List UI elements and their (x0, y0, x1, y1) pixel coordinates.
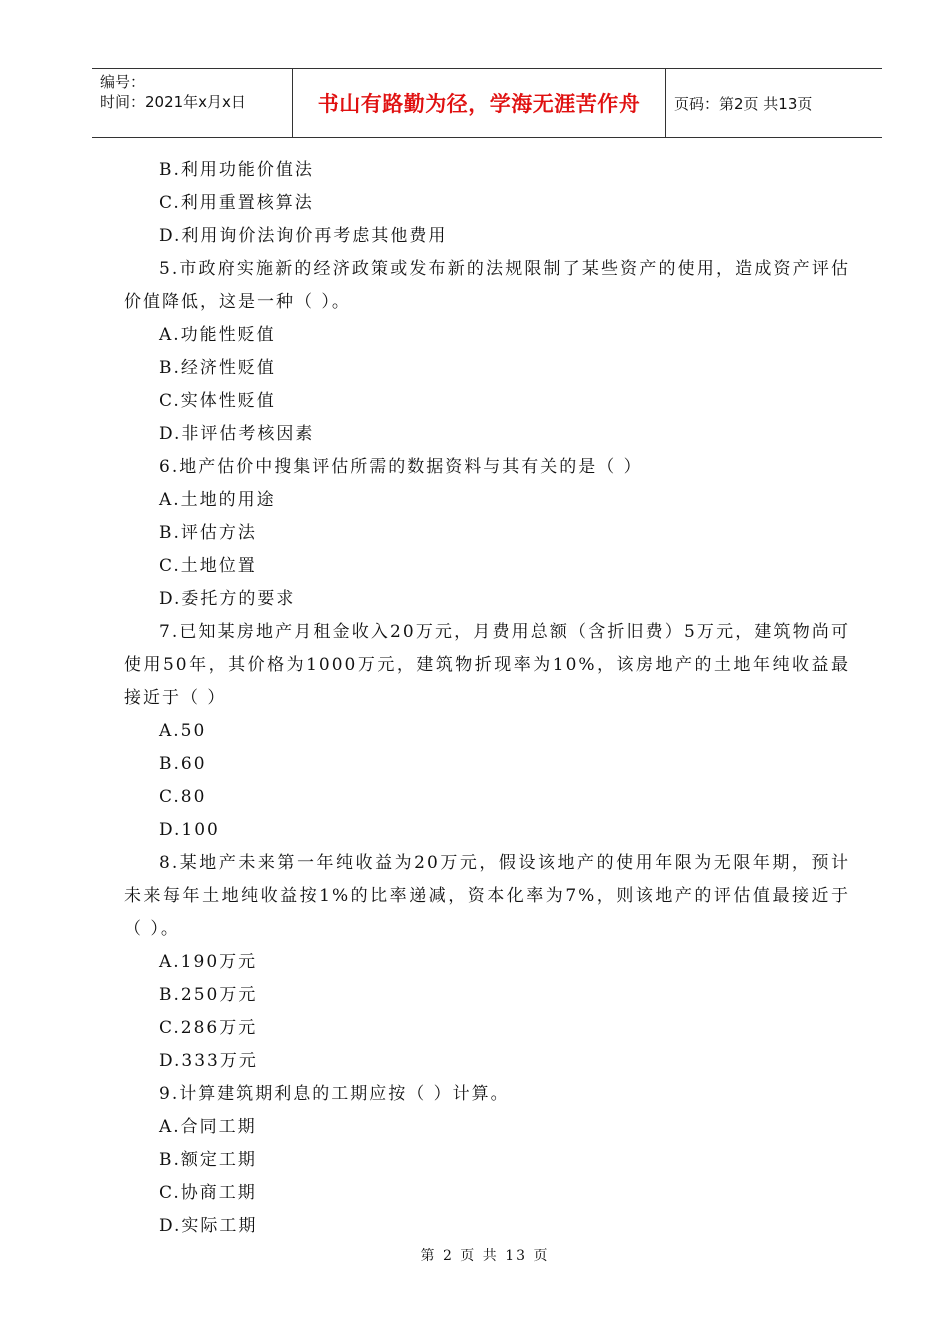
number-label: 编号： (100, 73, 146, 91)
option-line: D.利用询价法询价再考虑其他费用 (159, 226, 448, 246)
time-label: 时间：2021年x月x日 (100, 93, 246, 111)
header-slogan-cell (292, 69, 666, 137)
option-line: C.利用重置核算法 (159, 193, 314, 213)
question-line: 6.地产估价中搜集评估所需的数据资料与其有关的是（ ） (159, 457, 643, 477)
page-footer: 第 2 页 共 13 页 (420, 1248, 550, 1264)
option-line: C.实体性贬值 (159, 391, 276, 411)
slogan: 书山有路勤为径，学海无涯苦作舟 (317, 92, 641, 116)
option-line: C.土地位置 (159, 556, 257, 576)
page-header (92, 68, 882, 138)
option-line: B.额定工期 (159, 1150, 257, 1170)
option-line: B.60 (159, 754, 207, 774)
question-line: 8.某地产未来第一年纯收益为20万元，假设该地产的使用年限为无限年期，预计未来每年土地纯收益按1%的比率递减，资本化率为7%，则该地产的评估值最接近于（ ）。 (124, 853, 850, 939)
option-line: A.50 (159, 721, 207, 741)
option-line: A.合同工期 (159, 1117, 257, 1137)
option-line: B.经济性贬值 (159, 358, 276, 378)
option-line: D.非评估考核因素 (159, 424, 315, 444)
option-line: C.80 (159, 787, 207, 807)
option-line: B.250万元 (159, 985, 258, 1005)
option-line: B.评估方法 (159, 523, 257, 543)
option-line: D.实际工期 (159, 1216, 258, 1236)
option-line: C.286万元 (159, 1018, 258, 1038)
option-line: A.功能性贬值 (159, 325, 276, 345)
option-line: A.190万元 (159, 952, 258, 972)
document-body (124, 154, 850, 1243)
option-line: D.100 (159, 820, 220, 840)
question-line: 7.已知某房地产月租金收入20万元，月费用总额（含折旧费）5万元，建筑物尚可使用50年，其价格为1000万元，建筑物折现率为10%，该房地产的土地年纯收益最接近于（ ） (124, 622, 850, 708)
question-line: 9.计算建筑期利息的工期应按（ ）计算。 (159, 1084, 510, 1104)
header-page-cell (666, 69, 882, 137)
option-line: B.利用功能价值法 (159, 160, 314, 180)
header-meta (92, 69, 292, 137)
option-line: D.333万元 (159, 1051, 258, 1071)
option-line: D.委托方的要求 (159, 589, 296, 609)
option-line: C.协商工期 (159, 1183, 257, 1203)
question-line: 5.市政府实施新的经济政策或发布新的法规限制了某些资产的使用，造成资产评估价值降低，这是一种（ ）。 (124, 259, 850, 312)
option-line: A.土地的用途 (159, 490, 276, 510)
page-info: 页码：第2页 共13页 (674, 94, 813, 113)
